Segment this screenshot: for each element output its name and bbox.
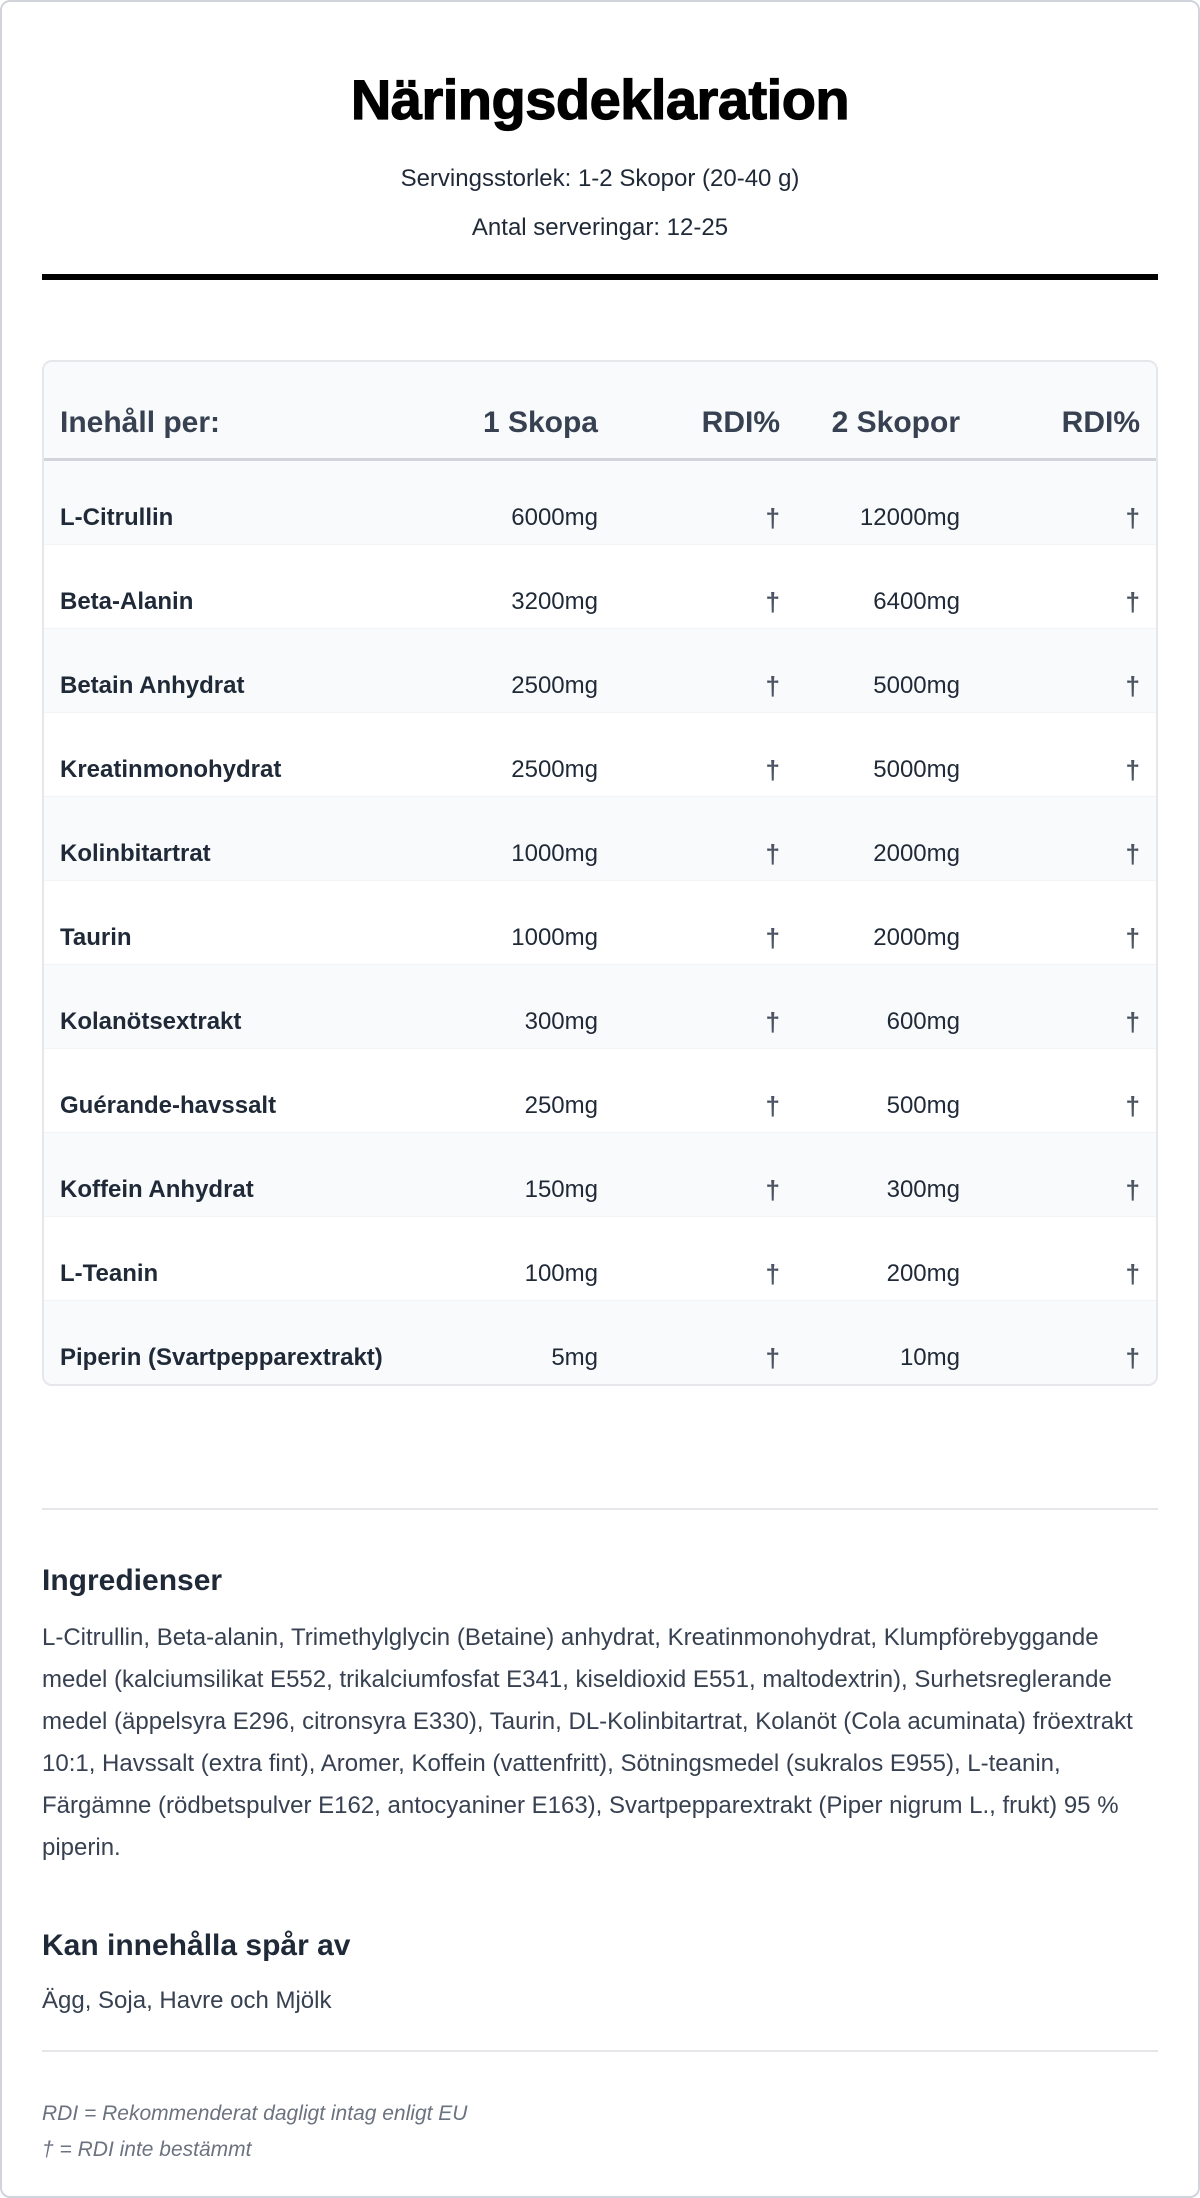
rdi-not-determined-icon: † xyxy=(976,713,1156,797)
rdi-not-determined-icon: † xyxy=(976,545,1156,629)
amount-two-scoops: 12000mg xyxy=(796,460,976,545)
nutrient-name: Guérande-havssalt xyxy=(44,1049,434,1133)
amount-two-scoops: 2000mg xyxy=(796,797,976,881)
amount-one-scoop: 3200mg xyxy=(434,545,614,629)
table-row xyxy=(44,545,1156,629)
amount-one-scoop: 6000mg xyxy=(434,460,614,545)
rdi-footnote: RDI = Rekommenderat dagligt intag enligt EU xyxy=(42,2102,468,2125)
amount-two-scoops: 6400mg xyxy=(796,545,976,629)
column-header-rdi-two: RDI% xyxy=(976,362,1156,460)
column-header-content: Inehåll per: xyxy=(44,362,434,460)
amount-one-scoop: 5mg xyxy=(434,1301,614,1385)
amount-one-scoop: 2500mg xyxy=(434,629,614,713)
dagger-footnote: † = RDI inte bestämmt xyxy=(42,2138,252,2161)
rdi-not-determined-icon: † xyxy=(614,1049,796,1133)
nutrient-name: Kolinbitartrat xyxy=(44,797,434,881)
amount-one-scoop: 150mg xyxy=(434,1133,614,1217)
amount-one-scoop: 1000mg xyxy=(434,797,614,881)
amount-one-scoop: 1000mg xyxy=(434,881,614,965)
rdi-not-determined-icon: † xyxy=(614,797,796,881)
ingredients-text: L-Citrullin, Beta-alanin, Trimethylglycin (Betaine) anhydrat, Kreatinmonohydrat, Klumpförebyggande medel (kalciumsilikat E552, trikalciumfosfat E341, kiseldioxid E551, maltodextrin), Surhetsreglerande medel (äppelsyra E296, citronsyra E330), Taurin, DL-Kolinbitartrat, Kolanöt (Cola acuminata) fröextrakt 10:1, Havssalt (extra fint), Aromer, Koffein (vattenfritt), Sötningsmedel (sukralos E955), L-teanin, Färgämne (rödbetspulver E162, antocyaniner E163), Svartpepparextrakt (Piper nigrum L., frukt) 95 % piperin. xyxy=(42,1624,1133,1861)
table-row xyxy=(44,965,1156,1049)
table-row xyxy=(44,460,1156,545)
column-header-one-scoop: 1 Skopa xyxy=(434,362,614,460)
ingredients-heading: Ingredienser xyxy=(42,1564,223,1597)
rdi-not-determined-icon: † xyxy=(614,965,796,1049)
rdi-not-determined-icon: † xyxy=(976,1049,1156,1133)
amount-two-scoops: 200mg xyxy=(796,1217,976,1301)
nutrition-table xyxy=(44,362,1156,1384)
column-header-rdi-one: RDI% xyxy=(614,362,796,460)
rdi-not-determined-icon: † xyxy=(614,629,796,713)
rdi-not-determined-icon: † xyxy=(976,1301,1156,1385)
footer-divider xyxy=(42,2050,1158,2052)
nutrient-name: L-Citrullin xyxy=(44,460,434,545)
amount-one-scoop: 300mg xyxy=(434,965,614,1049)
amount-one-scoop: 250mg xyxy=(434,1049,614,1133)
nutrient-name: L-Teanin xyxy=(44,1217,434,1301)
header-divider xyxy=(42,274,1158,280)
nutrient-name: Piperin (Svartpepparextrakt) xyxy=(44,1301,434,1385)
amount-one-scoop: 100mg xyxy=(434,1217,614,1301)
nutrition-table-card xyxy=(42,360,1158,1386)
column-header-two-scoops: 2 Skopor xyxy=(796,362,976,460)
amount-two-scoops: 300mg xyxy=(796,1133,976,1217)
serving-size: Servingsstorlek: 1-2 Skopor (20-40 g) xyxy=(400,165,800,192)
table-row xyxy=(44,629,1156,713)
amount-two-scoops: 2000mg xyxy=(796,881,976,965)
rdi-not-determined-icon: † xyxy=(614,881,796,965)
servings-count: Antal serveringar: 12-25 xyxy=(471,214,729,241)
nutrient-name: Kolanötsextrakt xyxy=(44,965,434,1049)
rdi-not-determined-icon: † xyxy=(614,713,796,797)
rdi-not-determined-icon: † xyxy=(976,460,1156,545)
rdi-not-determined-icon: † xyxy=(976,629,1156,713)
traces-heading: Kan innehålla spår av xyxy=(42,1929,351,1962)
rdi-not-determined-icon: † xyxy=(614,1133,796,1217)
table-row xyxy=(44,713,1156,797)
rdi-not-determined-icon: † xyxy=(976,1217,1156,1301)
table-header-row xyxy=(44,362,1156,460)
rdi-not-determined-icon: † xyxy=(614,1217,796,1301)
table-row xyxy=(44,1301,1156,1385)
rdi-not-determined-icon: † xyxy=(976,965,1156,1049)
amount-two-scoops: 500mg xyxy=(796,1049,976,1133)
amount-two-scoops: 5000mg xyxy=(796,629,976,713)
amount-two-scoops: 5000mg xyxy=(796,713,976,797)
nutrient-name: Taurin xyxy=(44,881,434,965)
table-row xyxy=(44,881,1156,965)
rdi-not-determined-icon: † xyxy=(614,460,796,545)
amount-two-scoops: 10mg xyxy=(796,1301,976,1385)
rdi-not-determined-icon: † xyxy=(614,545,796,629)
table-row xyxy=(44,1049,1156,1133)
nutrient-name: Koffein Anhydrat xyxy=(44,1133,434,1217)
nutrient-name: Kreatinmonohydrat xyxy=(44,713,434,797)
section-divider xyxy=(42,1508,1158,1510)
rdi-not-determined-icon: † xyxy=(614,1301,796,1385)
table-row xyxy=(44,1133,1156,1217)
traces-text: Ägg, Soja, Havre och Mjölk xyxy=(42,1987,332,2014)
table-row xyxy=(44,797,1156,881)
rdi-not-determined-icon: † xyxy=(976,1133,1156,1217)
amount-two-scoops: 600mg xyxy=(796,965,976,1049)
page-title: Näringsdeklaration xyxy=(350,68,850,131)
amount-one-scoop: 2500mg xyxy=(434,713,614,797)
nutrient-name: Beta-Alanin xyxy=(44,545,434,629)
rdi-not-determined-icon: † xyxy=(976,797,1156,881)
table-row xyxy=(44,1217,1156,1301)
nutrient-name: Betain Anhydrat xyxy=(44,629,434,713)
rdi-not-determined-icon: † xyxy=(976,881,1156,965)
